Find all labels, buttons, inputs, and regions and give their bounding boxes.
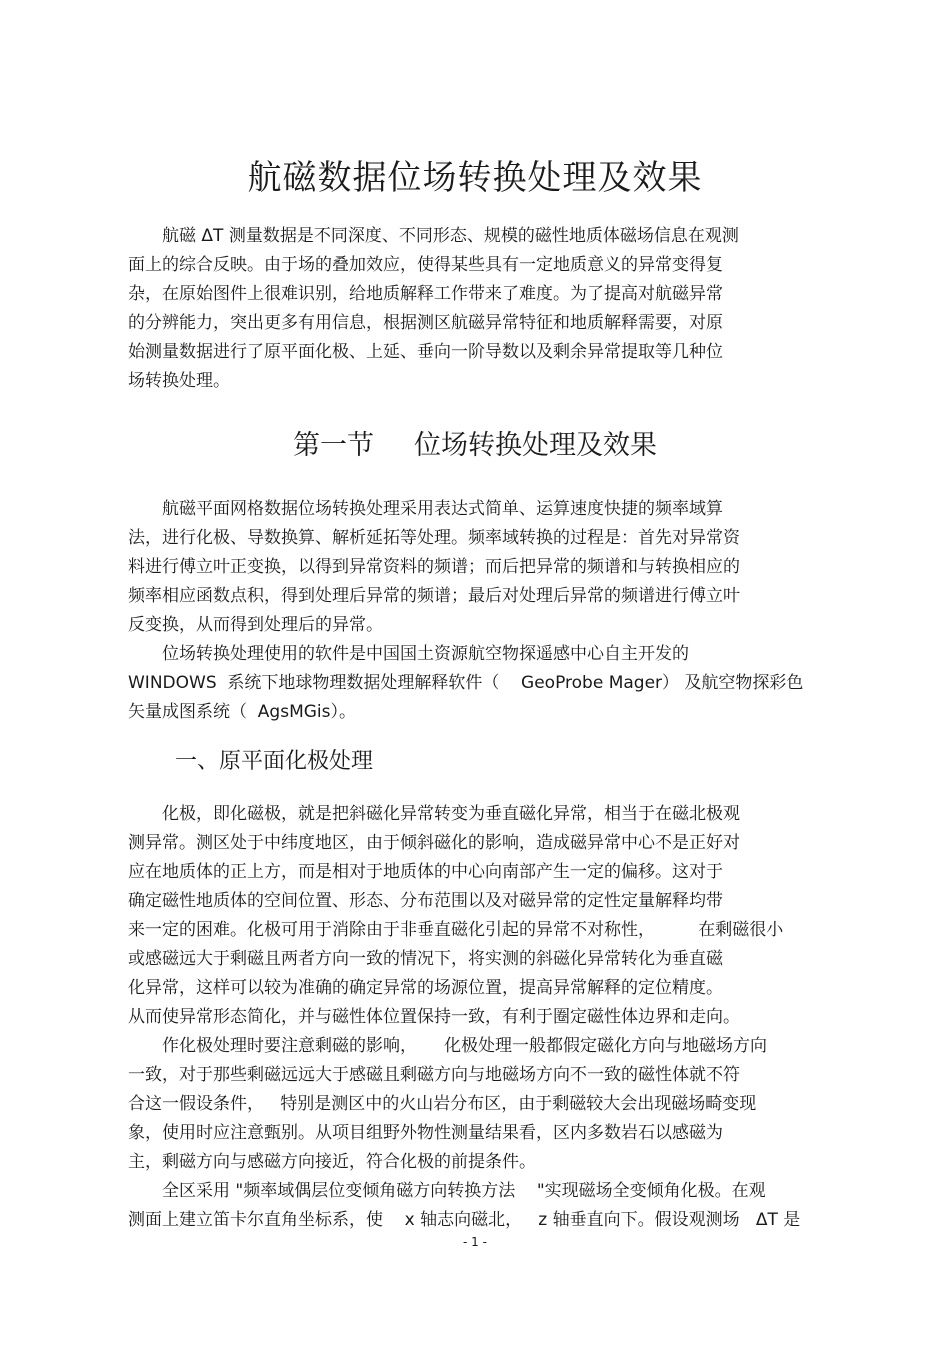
text-line: 航磁平面网格数据位场转换处理采用表达式简单、运算速度快捷的频率域算 <box>128 499 723 519</box>
text-line: 始测量数据进行了原平面化极、上延、垂向一阶导数以及剩余异常提取等几种位 <box>128 342 723 362</box>
subsection-heading: 一、原平面化极处理 <box>175 749 374 774</box>
text-line: 作化极处理时要注意剩磁的影响， 化极处理一般都假定磁化方向与地磁场方向 <box>128 1036 768 1056</box>
text-line: 法，进行化极、导数换算、解析延拓等处理。频率域转换的过程是：首先对异常资 <box>128 528 740 548</box>
text-line: 应在地质体的正上方，而是相对于地质体的中心向南部产生一定的偏移。这对于 <box>128 862 723 882</box>
text-line: 或感磁远大于剩磁且两者方向一致的情况下，将实测的斜磁化异常转化为垂直磁 <box>128 949 723 969</box>
text-line: 的分辨能力，突出更多有用信息，根据测区航磁异常特征和地质解释需要，对原 <box>128 313 723 333</box>
text-line: 矢量成图系统（ AgsMGis）。 <box>128 702 357 722</box>
text-line: 合这一假设条件， 特别是测区中的火山岩分布区，由于剩磁较大会出现磁场畸变现 <box>128 1094 757 1114</box>
intro-paragraph <box>128 222 739 396</box>
section-heading <box>0 423 950 462</box>
text-line: 杂，在原始图件上很难识别，给地质解释工作带来了难度。为了提高对航磁异常 <box>128 284 723 304</box>
text-line: 料进行傅立叶正变换，以得到异常资料的频谱；而后把异常的频谱和与转换相应的 <box>128 557 740 577</box>
text-line: 反变换，从而得到处理后的异常。 <box>128 615 383 635</box>
text-line: 全区采用 "频率域偶层位变倾角磁方向转换方法 "实现磁场全变倾角化极。在观 <box>128 1181 766 1201</box>
text-line: 场转换处理。 <box>128 371 230 391</box>
text-line: 化异常，这样可以较为准确的确定异常的场源位置，提高异常解释的定位精度。 <box>128 978 723 998</box>
text-line: 象，使用时应注意甄别。从项目组野外物性测量结果看，区内多数岩石以感磁为 <box>128 1123 723 1143</box>
text-line: 来一定的困难。化极可用于消除由于非垂直磁化引起的异常不对称性， 在剩磁很小 <box>128 920 784 940</box>
text-line: 化极，即化磁极，就是把斜磁化异常转变为垂直磁化异常，相当于在磁北极观 <box>128 804 740 824</box>
text-line: 测面上建立笛卡尔直角坐标系，使 x 轴志向磁北， z 轴垂直向下。假设观测场 ΔT 是 <box>128 1210 801 1230</box>
text-line: WINDOWS 系统下地球物理数据处理解释软件（ GeoProbe Mager） 及航空物探彩色 <box>128 673 804 693</box>
text-line: 面上的综合反映。由于场的叠加效应，使得某些具有一定地质意义的异常变得复 <box>128 255 723 275</box>
text-line: 航磁 ΔT 测量数据是不同深度、不同形态、规模的磁性地质体磁场信息在观测 <box>128 226 739 246</box>
text-line: 频率相应函数点积，得到处理后异常的频谱；最后对处理后异常的频谱进行傅立叶 <box>128 586 740 606</box>
page-number: - 1 - <box>463 1235 487 1249</box>
text-line: 测异常。测区处于中纬度地区，由于倾斜磁化的影响，造成磁异常中心不是正好对 <box>128 833 740 853</box>
text-line: 位场转换处理使用的软件是中国国土资源航空物探遥感中心自主开发的 <box>128 644 689 664</box>
text-line: 确定磁性地质体的空间位置、形态、分布范围以及对磁异常的定性定量解释均带 <box>128 891 723 911</box>
page-title: 航磁数据位场转换处理及效果 <box>247 158 703 198</box>
text-line: 从而使异常形态简化，并与磁性体位置保持一致，有利于圈定磁性体边界和走向。 <box>128 1007 740 1027</box>
subsection-body <box>128 800 800 1235</box>
text-line: 主，剩磁方向与感磁方向接近，符合化极的前提条件。 <box>128 1152 536 1172</box>
section-body <box>128 495 803 727</box>
section-title: 位场转换处理及效果 <box>414 430 657 461</box>
text-line: 一致，对于那些剩磁远远大于感磁且剩磁方向与地磁场方向不一致的磁性体就不符 <box>128 1065 740 1085</box>
section-number: 第一节 <box>293 430 374 461</box>
